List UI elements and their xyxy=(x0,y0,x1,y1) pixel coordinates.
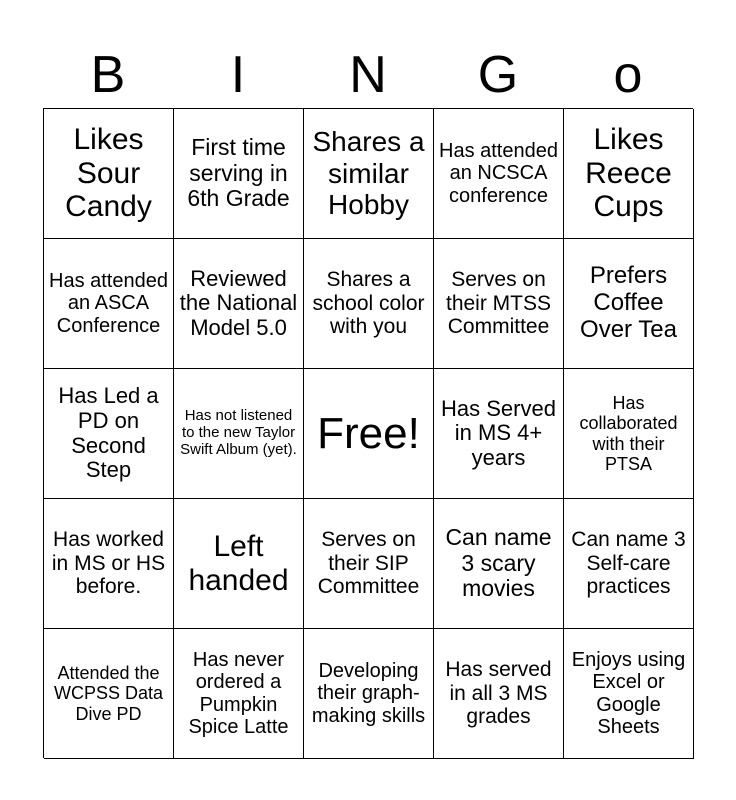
bingo-cell-r1c2[interactable]: First time serving in 6th Grade xyxy=(174,109,304,239)
bingo-cell-r1c1[interactable]: Likes Sour Candy xyxy=(44,109,174,239)
bingo-cell-r3c5[interactable]: Has collaborated with their PTSA xyxy=(564,369,694,499)
header-letter-o: o xyxy=(613,46,643,104)
bingo-card-grid xyxy=(43,108,693,758)
bingo-cell-r4c4[interactable]: Can name 3 scary movies xyxy=(434,499,564,629)
bingo-cell-r2c1[interactable]: Has attended an ASCA Conference xyxy=(44,239,174,369)
bingo-cell-r5c2[interactable]: Has never ordered a Pumpkin Spice Latte xyxy=(174,629,304,759)
bingo-header xyxy=(43,42,693,108)
bingo-cell-r4c2[interactable]: Left handed xyxy=(174,499,304,629)
bingo-cell-r2c4[interactable]: Serves on their MTSS Committee xyxy=(434,239,564,369)
bingo-cell-r2c3[interactable]: Shares a school color with you xyxy=(304,239,434,369)
header-letter-b: B xyxy=(90,46,126,104)
bingo-cell-r2c2[interactable]: Reviewed the National Model 5.0 xyxy=(174,239,304,369)
bingo-cell-r5c1[interactable]: Attended the WCPSS Data Dive PD xyxy=(44,629,174,759)
header-letter-i: I xyxy=(230,46,246,104)
bingo-cell-free[interactable]: Free! xyxy=(304,369,434,499)
bingo-cell-r2c5[interactable]: Prefers Coffee Over Tea xyxy=(564,239,694,369)
header-letter-n: N xyxy=(349,46,387,104)
bingo-cell-r4c5[interactable]: Can name 3 Self-care practices xyxy=(564,499,694,629)
bingo-cell-r1c3[interactable]: Shares a similar Hobby xyxy=(304,109,434,239)
header-letter-g: G xyxy=(477,46,519,104)
bingo-cell-r5c3[interactable]: Developing their graph-making skills xyxy=(304,629,434,759)
bingo-cell-r4c1[interactable]: Has worked in MS or HS before. xyxy=(44,499,174,629)
bingo-cell-r5c4[interactable]: Has served in all 3 MS grades xyxy=(434,629,564,759)
bingo-cell-r3c4[interactable]: Has Served in MS 4+ years xyxy=(434,369,564,499)
bingo-cell-r4c3[interactable]: Serves on their SIP Committee xyxy=(304,499,434,629)
bingo-cell-r3c1[interactable]: Has Led a PD on Second Step xyxy=(44,369,174,499)
bingo-cell-r1c5[interactable]: Likes Reece Cups xyxy=(564,109,694,239)
bingo-cell-r5c5[interactable]: Enjoys using Excel or Google Sheets xyxy=(564,629,694,759)
bingo-cell-r1c4[interactable]: Has attended an NCSCA conference xyxy=(434,109,564,239)
bingo-cell-r3c2[interactable]: Has not listened to the new Taylor Swift Album (yet). xyxy=(174,369,304,499)
